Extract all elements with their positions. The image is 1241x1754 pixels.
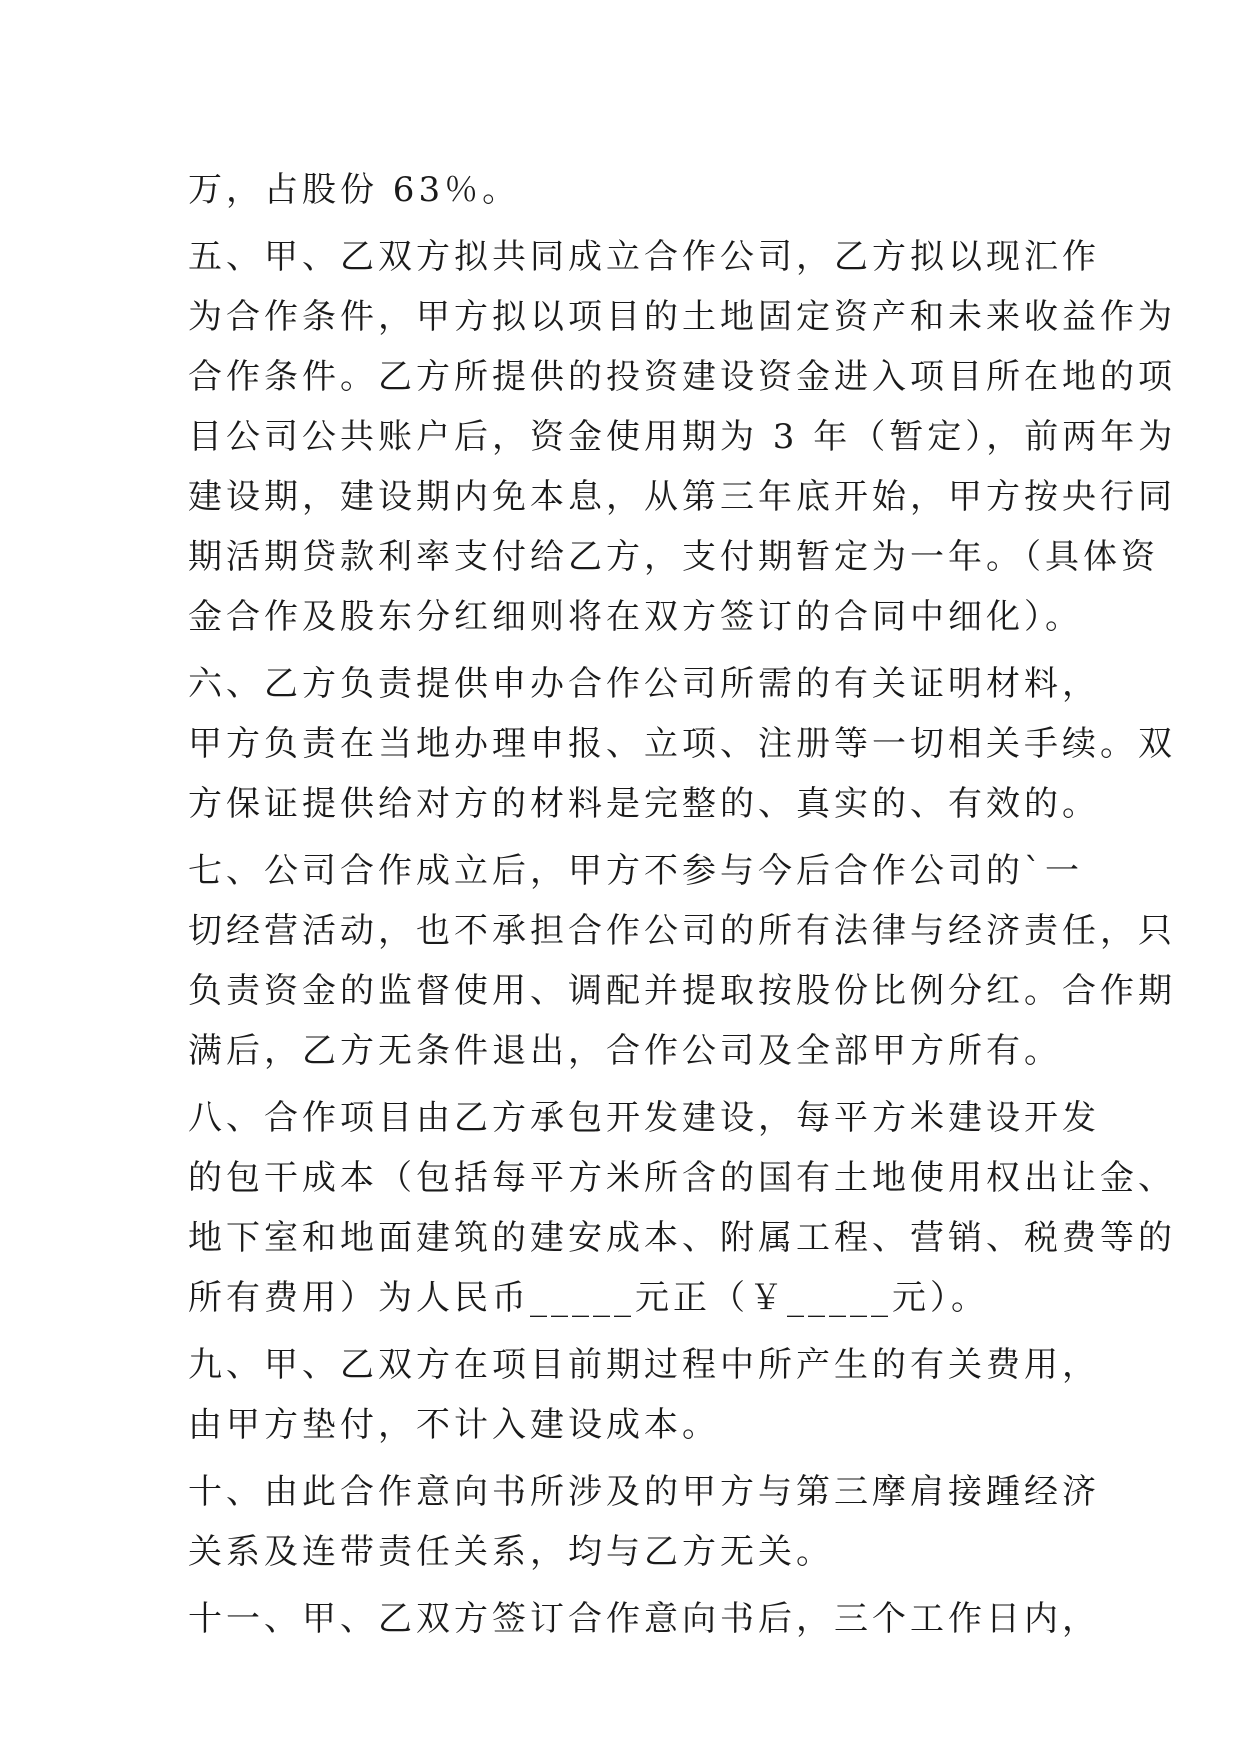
text-line: 九、甲、乙双方在项目前期过程中所产生的有关费用， xyxy=(188,1345,1100,1385)
text-line: 所有费用）为人民币_____元正（￥_____元）。 xyxy=(188,1278,989,1318)
paragraph-continued xyxy=(188,160,1058,220)
text-line: 建设期，建设期内免本息，从第三年底开始，甲方按央行同 xyxy=(188,477,1176,517)
text-line: 地下室和地面建筑的建安成本、附属工程、营销、税费等的 xyxy=(188,1218,1176,1258)
paragraph-clause-seven xyxy=(188,841,1176,1081)
text-line: 十、由此合作意向书所涉及的甲方与第三摩肩接踵经济 xyxy=(188,1472,1100,1512)
paragraph-clause-nine xyxy=(188,1335,1100,1455)
text-line: 期活期贷款利率支付给乙方，支付期暂定为一年。（具体资 xyxy=(188,537,1159,577)
paragraph-clause-six xyxy=(188,654,1176,834)
text-line: 的包干成本（包括每平方米所含的国有土地使用权出让金、 xyxy=(188,1158,1176,1198)
text-line: 万，占股份 63％。 xyxy=(188,170,521,210)
text-line: 负责资金的监督使用、调配并提取按股份比例分红。合作期 xyxy=(188,971,1176,1011)
text-line: 方保证提供给对方的材料是完整的、真实的、有效的。 xyxy=(188,784,1100,824)
text-line: 切经营活动，也不承担合作公司的所有法律与经济责任，只 xyxy=(188,911,1176,951)
text-line: 由甲方垫付，不计入建设成本。 xyxy=(188,1405,720,1445)
text-line: 关系及连带责任关系，均与乙方无关。 xyxy=(188,1532,834,1572)
document-body xyxy=(188,160,1177,1656)
text-line: 六、乙方负责提供申办合作公司所需的有关证明材料， xyxy=(188,664,1100,704)
text-line: 五、甲、乙双方拟共同成立合作公司，乙方拟以现汇作 xyxy=(188,237,1100,277)
paragraph-clause-five xyxy=(188,227,1177,647)
text-line: 八、合作项目由乙方承包开发建设，每平方米建设开发 xyxy=(188,1098,1100,1138)
text-line: 十一、甲、乙双方签订合作意向书后，三个工作日内， xyxy=(188,1599,1100,1639)
text-line: 金合作及股东分红细则将在双方签订的合同中细化）。 xyxy=(188,597,1083,637)
text-line: 甲方负责在当地办理申报、立项、注册等一切相关手续。双 xyxy=(188,724,1176,764)
paragraph-clause-eight xyxy=(188,1088,1176,1328)
text-line: 为合作条件，甲方拟以项目的土地固定资产和未来收益作为 xyxy=(188,297,1176,337)
paragraph-clause-ten xyxy=(188,1462,1100,1582)
text-line: 合作条件。乙方所提供的投资建设资金进入项目所在地的项 xyxy=(188,357,1176,397)
text-line: 满后，乙方无条件退出，合作公司及全部甲方所有。 xyxy=(188,1031,1062,1071)
text-line: 目公司公共账户后，资金使用期为 3 年（暂定），前两年为 xyxy=(188,417,1177,457)
paragraph-clause-eleven xyxy=(188,1589,1100,1649)
text-line: 七、公司合作成立后，甲方不参与今后合作公司的`一 xyxy=(188,851,1083,891)
